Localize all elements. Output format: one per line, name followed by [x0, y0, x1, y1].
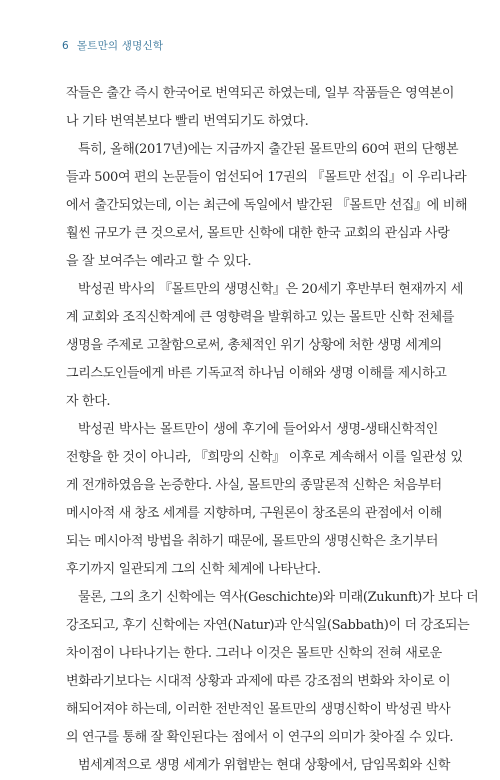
- text-line: 나 기타 번역본보다 빨리 번역되기도 하였다.: [66, 114, 309, 129]
- text-line: 들과 500여 편의 논문들이 엄선되어 17권의 『몰트만 선집』이 우리나라: [66, 170, 467, 185]
- text-line: 게 전개하였음을 논증한다. 사실, 몰트만의 종말론적 신학은 처음부터: [66, 478, 442, 493]
- page-number: 6: [62, 40, 69, 52]
- text-line: 물론, 그의 초기 신학에는 역사(Geschichte)와 미래(Zukunft)가 보다 더: [78, 590, 479, 605]
- text-line: 생명을 주제로 고찰함으로써, 총체적인 위기 상황에 처한 생명 세계의: [66, 338, 442, 353]
- running-header: [62, 38, 163, 53]
- text-line: 해되어져야 하는데, 이러한 전반적인 몰트만의 생명신학이 박성권 박사: [66, 702, 451, 717]
- text-line: 에서 출간되었는데, 이는 최근에 독일에서 발간된 『몰트만 선집』에 비해: [66, 198, 468, 213]
- text-line: 박성권 박사는 몰트만이 생에 후기에 들어와서 생명-생태신학적인: [78, 422, 438, 437]
- text-line: 박성권 박사의 『몰트만의 생명신학』은 20세기 후반부터 현재까지 세: [78, 282, 464, 297]
- text-line: 자 한다.: [66, 394, 111, 409]
- text-line: 범세계적으로 생명 세계가 위협받는 현대 상황에서, 담임목회와 신학: [78, 758, 451, 773]
- text-line: 변화라기보다는 시대적 상황과 과제에 따른 강조점의 변화와 차이로 이: [66, 674, 451, 689]
- text-line: 그리스도인들에게 바른 기독교적 하나님 이해와 생명 이해를 제시하고: [66, 366, 447, 381]
- text-line: 의 연구를 통해 잘 확인된다는 점에서 이 연구의 의미가 찾아질 수 있다.: [66, 730, 454, 745]
- text-line: 강조되고, 후기 신학에는 자연(Natur)과 안식일(Sabbath)이 더 강조되는: [66, 618, 470, 633]
- running-title: 몰트만의 생명신학: [76, 40, 164, 52]
- text-line: 을 잘 보여주는 예라고 할 수 있다.: [66, 254, 252, 269]
- text-line: 계 교회와 조직신학계에 큰 영향력을 발휘하고 있는 몰트만 신학 전체를: [66, 310, 455, 325]
- text-line: 되는 메시아적 방법을 취하기 때문에, 몰트만의 생명신학은 초기부터: [66, 534, 439, 549]
- text-line: 특히, 올해(2017년)에는 지금까지 출간된 몰트만의 60여 편의 단행본: [78, 142, 459, 157]
- body-text: [66, 80, 479, 780]
- text-line: 전향을 한 것이 아니라, 『희망의 신학』 이후로 계속해서 이를 일관성 있: [66, 450, 463, 465]
- text-line: 훨씬 규모가 큰 것으로서, 몰트만 신학에 대한 한국 교회의 관심과 사랑: [66, 226, 450, 241]
- text-line: 차이점이 나타나기는 한다. 그러나 이것은 몰트만 신학의 전혀 새로운: [66, 646, 442, 661]
- text-line: 작들은 출간 즉시 한국어로 번역되곤 하였는데, 일부 작품들은 영역본이: [66, 86, 455, 101]
- text-line: 메시아적 새 창조 세계를 지향하며, 구원론이 창조론의 관점에서 이해: [66, 506, 442, 521]
- text-line: 후기까지 일관되게 그의 신학 체계에 나타난다.: [66, 562, 321, 577]
